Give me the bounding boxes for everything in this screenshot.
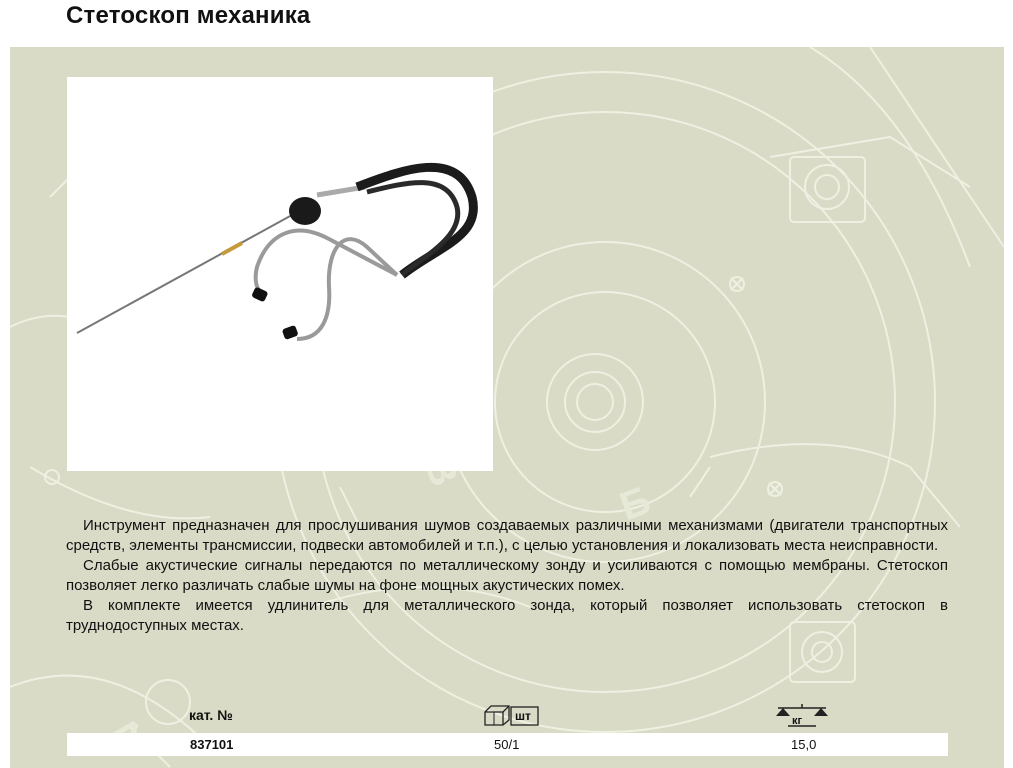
product-photo	[67, 77, 493, 471]
description-paragraph: Инструмент предназначен для прослушивания шумов создаваемых различными механизмами (двигатели транспортных средств, элементы трансмиссии, подвески автомобилей и т.п.), с целью установления и локализовать места неисправности.	[66, 517, 948, 554]
bg-letter-b: Б	[614, 478, 657, 530]
quantity-value: 50/1	[494, 737, 520, 752]
content-panel	[10, 47, 1004, 768]
quantity-header	[483, 704, 539, 731]
catalog-number-label: кат. №	[189, 707, 233, 723]
box-icon	[483, 704, 539, 726]
quantity-unit-label: шт	[515, 709, 531, 723]
description-paragraph: В комплекте имеется удлинитель для металлического зонда, который позволяет использовать стетоскоп в труднодоступных местах.	[66, 597, 948, 634]
page-title: Стетоскоп механика	[66, 2, 311, 29]
catalog-number-value: 837101	[190, 737, 234, 752]
weight-unit-label: кг	[792, 715, 803, 727]
scale-icon	[774, 702, 830, 728]
description-paragraph: Слабые акустические сигналы передаются по металлическому зонду и усиливаются с помощью мембраны. Стетоскоп позволяет легко различать слабые шумы на фоне мощных акустических помех.	[66, 557, 948, 594]
weight-header	[774, 702, 830, 733]
spec-table-header	[10, 702, 1004, 728]
description	[66, 516, 948, 636]
weight-value: 15,0	[791, 737, 817, 752]
stethoscope-image	[67, 77, 493, 471]
spec-table-row	[67, 733, 948, 756]
